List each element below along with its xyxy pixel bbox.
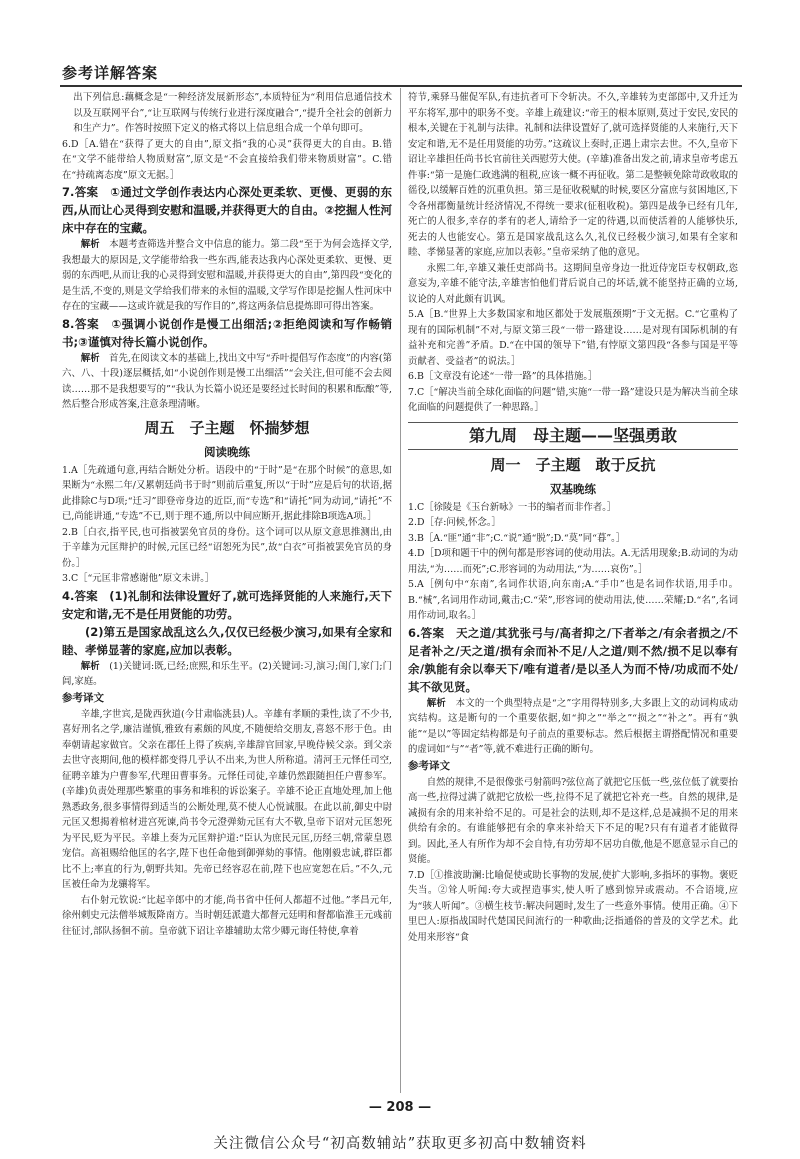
- answer-6: 6.B［文章没有论述“一带一路”的具体措施。］: [408, 371, 598, 382]
- translation-paragraph: 永熙二年,辛雄又兼任吏部尚书。这期间皇帝身边一批近侍宠臣专权朝政,恣意妄为,辛雄不能守法,辛雄害怕他们背后说自己的坏话,就不能坚持正确的立场,议论的人对此颇有讥讽。: [408, 262, 738, 305]
- right-column: [408, 90, 738, 1092]
- translation-heading: 参考译文: [408, 759, 450, 772]
- answer-label: 8.答案: [62, 316, 100, 331]
- explanation-8: [62, 351, 392, 413]
- explanation-label: 解析: [80, 352, 100, 364]
- answer-5: 5.A［B.“世界上大多数国家和地区都处于发展瓶颈期”于文无据。C.“它重构了现有的国际机制”不对,与原文第三段“一带一路建设……是对现有国际机制的有益补充和完善”矛盾。D.“在中国的领导下”错,有悖原文第四段“各参与国是平等贡献者、受益者”的说法。］: [408, 309, 738, 367]
- header-divider: [60, 85, 742, 87]
- translation-paragraph: 自然的规律,不是很像张弓射箭吗?弦位高了就把它压低一些,弦位低了就要抬高一些,拉得过满了就把它放松一些,拉得不足了就把它补充一些。自然的规律,是减损有余的用来补给不足的。可是社会的法则,却不是这样,总是减损不足的用来供给有余的。有谁能够把有余的拿来补给天下不足的呢?只有有道者才能做得到。因此,圣人有所作为却不会自恃,有功劳却不居功自傲,他是不愿意显示自己的贤能。: [408, 776, 738, 865]
- column-divider: [400, 88, 401, 1093]
- drill-title: 双基晚练: [550, 481, 596, 496]
- reading-answer-3: 3.C［“元匡非常感谢他”原文未讲。］: [62, 573, 215, 584]
- drill-answer-5: 5.A［例句中“东南”,名词作状语,向东南;A.“手巾”也是名词作状语,用手巾。B.“械”,名词用作动词,戴击;C.“荣”,形容词的使动用法,使……荣耀;D.“名”,名词用作动词,取名。］: [408, 579, 738, 621]
- paragraph-continued: 出下列信息:藕概念是“一种经济发展新形态”,本质特征为“利用信息通信技术以及互联网平台”,“让互联网与传统行业进行深度融合”,“提升全社会的创新力和生产力”。作答时按照下定义的格式将以上信息组合成一个单句即可。: [73, 92, 392, 134]
- answer-label: 7.答案: [62, 185, 99, 199]
- drill-answer-6: [408, 624, 738, 696]
- answer-7: 7.C［“解决当前全球化面临的问题”错,实施“一带一路”建设只是为解决当前全球化面临的问题提供了一种思路。］: [408, 386, 738, 413]
- explanation-label: 解析: [426, 697, 447, 709]
- translation-paragraph: 辛雄,字世宾,是陇西狄道(今甘肃临洮县)人。辛雄有孝顺的秉性,读了不少书,喜好刑名之学,廉洁谨慎,雅致有素颇的风度,不随便给交朋友,喜怒不形于色。由奉朝请起家做官。父亲在郡任上得了疾病,辛雄辞官回家,早晚侍候父亲。到父亲去世守丧期间,他的模样都变得几乎认不出来,为世人所称道。清河王元怿任司空,征聘辛雄为户曹参军,代理田曹事务。元怿任司徒,辛雄仍然跟随担任户曹参军。(辛雄)负责处理那些繁重的事务和堆积的诉讼案子。辛雄不论正直地处理,加上他熟悉政务,很多事情得到适当的公断处理,莫不使人心悦诚服。在此以前,御史中尉元匡又想揭着棺材进宫死谏,尚书令元澄弹劾元匡有大不敬,皇帝下诏对元匡恕死为平民,贬为平民。辛雄上奏为元匡辩护道:“臣认为庶民元匡,历经三朝,常蒙皇恩宠信。高祖赐给他匡的名字,陛下也任命他到御弹劾的事情。他刚毅忠诚,群臣都比不上;率直的行为,朝野共知。先帝已经容忍在前,陛下也应宽恕在后。”不久,元匡被任命为龙骧将军。: [62, 708, 392, 890]
- day-title: 周一 子主题 敢于反抗: [490, 455, 656, 474]
- answer-text: ①强调小说创作是慢工出细活;②拒绝阅读和写作畅销书;③谨慎对待长篇小说创作。: [62, 316, 392, 349]
- explanation-text: 本文的一个典型特点是“之”字用得特别多,大多跟上文的动词构成动宾结构。这是断句的一个重要依据,如“抑之”“举之”“损之”“补之”。再有“孰能”“是以”等固定结构都是句子前点的重要标志。然后根据主谓搭配情况和重要的虚词如“与”“者”等,就不难进行正确的断句。: [408, 697, 738, 755]
- reading-answer-2: 2.B［白衣,指平民,也可指被罢免官员的身份。这个词可以从原文意思推测出,由于辛雄为元匡辩护的时候,元匡已经“诏恕死为民”,故“白衣”可指被罢免官员的身份。］: [62, 526, 392, 569]
- explanation-7: [62, 237, 392, 315]
- explanation-text: 本题考查筛选并整合文中信息的能力。第二段“至于为何会选择文学,我想最大的原因是,文学能带给我一些东西,能表达我内心深处更柔软、更慢、更弱的东西吧,从而让我的心灵得到安慰和温暖,并获得更大的自由”,第四段“变化的是生活,不变的,则是文学给我们带来的永恒的温暖,文学写作即是挖掘人性河床中存在的宝藏——这或许就是我的写作目的”,将这两条信息提炼即可得出答案。: [62, 239, 392, 312]
- answer-6: 6.D［A.错在“获得了更大的自由”,原文指“我的心灵”获得更大的自由。B.错在“文学不能带给人物质财富”,原文是“不会直接给我们带来物质财富”。C.错在“持疏离态度”原文无据。］: [62, 138, 392, 181]
- answer-label: 6.答案: [408, 625, 445, 640]
- section-title: 周五 子主题 怀揣梦想: [144, 418, 310, 437]
- answer-7: [62, 183, 392, 237]
- answer-8: [62, 315, 392, 351]
- explanation-text: (1)关键词:既,已经;庶熙,和乐生平。(2)关键词:习,演习;闺门,家门;门闾,家庭。: [62, 660, 392, 687]
- translation-paragraph: 符节,乘驿马催促军队,有违抗者可下令斩决。不久,辛雄转为吏部郎中,又升迁为平东将军,那中的职务不变。辛雄上疏建议:“帝王的根本原则,莫过于安民,安民的根本,关键在于礼制与法律。礼制和法律设置好了,就可选择贤能的人来施行,天下安定和谐,无不是任用贤能的功劳。”这疏议上奏时,正遇上肃宗去世。不久,皇帝下诏让辛雄担任尚书长官前往关西慰劳大使。(辛雄)准备出发之前,请求皇帝考虑五件事:“第一是施仁政逃满的租税,应该一概不再征收。第二是整顿免除苛政收取的徭役,以缓解百姓的沉重负担。第三是征收税赋的时候,要区分富庶与贫困地区,下令各州郡衡量统计经济情况,不得统一要求(征租收税)。第四是战争已经有几年,死亡的人很多,幸存的孝有的老人,请给予一定的待遇,以而使活着的人能够快乐,死去的人也能安心。第五是国家战乱这么久,礼仪已经极少演习,如果有全家和睦、孝悌显著的家庭,应加以表彰。”皇帝采纳了他的意见。: [408, 92, 738, 258]
- answer-text: 天之道/其犹张弓与/高者抑之/下者举之/有余者损之/不足者补之/天之道/损有余而补不足/人之道/则不然/损不足以奉有余/孰能有余以奉天下/唯有道者/是以圣人为而不恃/功成而不处/其不欲见贤。: [408, 625, 738, 694]
- drill-answer-4: 4.D［D项和题干中的例句都是形容词的使动用法。A.无活用现象;B.动词的为动用法,“为……而死”;C.形容词的为动用法,“为……哀伤”。］: [408, 548, 738, 575]
- footer-notice: 关注微信公众号“初高数辅站”获取更多初高中数辅资料: [213, 1136, 587, 1152]
- page-header-title: 参考详解答案: [62, 64, 159, 82]
- reading-explanation-4: [62, 659, 392, 690]
- reading-answer-1: 1.A［先疏通句意,再结合断处分析。语段中的“于时”是“在那个时候”的意思,如果断为“永熙二年/又累朝廷尚书于时”则前后重复,所以“于时”应是后句的状语,据此排除C与D项;“迁习”即登帝身边的近臣,而“专选”和“请托”同为动词,“请托”不已,尚能讲通,“专选”不已,则于理不通,所以中间应断开,据此排除B项选A项。］: [62, 464, 392, 522]
- section-subtitle: 阅读晚练: [204, 444, 250, 459]
- answer-text: ①通过文学创作表达内心深处更柔软、更慢、更弱的东西,从而让心灵得到安慰和温暖,并获得更大的自由。②挖掘人性河床中存在的宝藏。: [62, 185, 392, 235]
- explanation-label: 解析: [80, 660, 100, 672]
- page-number: — 208 —: [368, 1100, 432, 1115]
- drill-answer-1: 1.C［徐陵是《玉台新咏》一书的编者而非作者。］: [408, 501, 617, 513]
- drill-answer-2: 2.D［存:问候,怀念。］: [408, 517, 501, 528]
- drill-explanation-6: [408, 696, 738, 758]
- answer-text: (1)礼制和法律设置好了,就可选择贤能的人来施行,天下安定和谐,无不是任用贤能的功劳。: [62, 588, 392, 621]
- explanation-text: 首先,在阅读文本的基础上,找出文中写“乔叶提倡写作态度”的内容(第六、八、十段)逐层概括,如“小说创作则是慢工出细活”“会关注,但可能不会去阅读……那不是我想要写的”“我认为长篇小说还是要经过长时间的积累和酝酿”等,然后整合形成答案,注意条理清晰。: [62, 352, 392, 410]
- reading-answer-4: [62, 587, 392, 623]
- answer-label: 4.答案: [62, 588, 98, 603]
- week-title: 第九周 母主题——坚强勇敢: [408, 422, 738, 450]
- translation-paragraph: 右仆射元钦说:“比起辛郎中的才能,尚书省中任何人都超不过他。”孝昌元年,徐州刺史元法僧举城叛降南方。当时朝廷派遣大都督元廷明和督都临淮王元彧前往征讨,部队扬徊不前。皇帝就下诏让辛雄辅助太常少卿元诲任特使,拿着: [62, 894, 392, 937]
- left-column: [62, 90, 392, 1092]
- explanation-label: 解析: [80, 239, 100, 250]
- drill-answer-7: 7.D［①推波助澜:比喻促使或助长事物的发展,使扩大影响,多指坏的事物。褒贬失当。②耸人听闻:夸大或捏造事实,使人听了感到惊异或震动。不合语境,应为“骇人听闻”。③横生枝节:解决问题时,发生了一些意外事情。使用正确。④下里巴人:原指战国时代楚国民间流行的一种歌曲;泛指通俗的普及的文学艺术。此处用来形容“食: [408, 869, 738, 943]
- drill-answer-3: 3.B［A.“匪”通“非”;C.“说”通“脱”;D.“莫”同“暮”。］: [408, 532, 626, 544]
- translation-heading: 参考译文: [62, 691, 104, 704]
- reading-answer-4-part2: (2)第五是国家战乱这么久,仅仅已经极少演习,如果有全家和睦、孝悌显著的家庭,应加以表彰。: [62, 624, 392, 657]
